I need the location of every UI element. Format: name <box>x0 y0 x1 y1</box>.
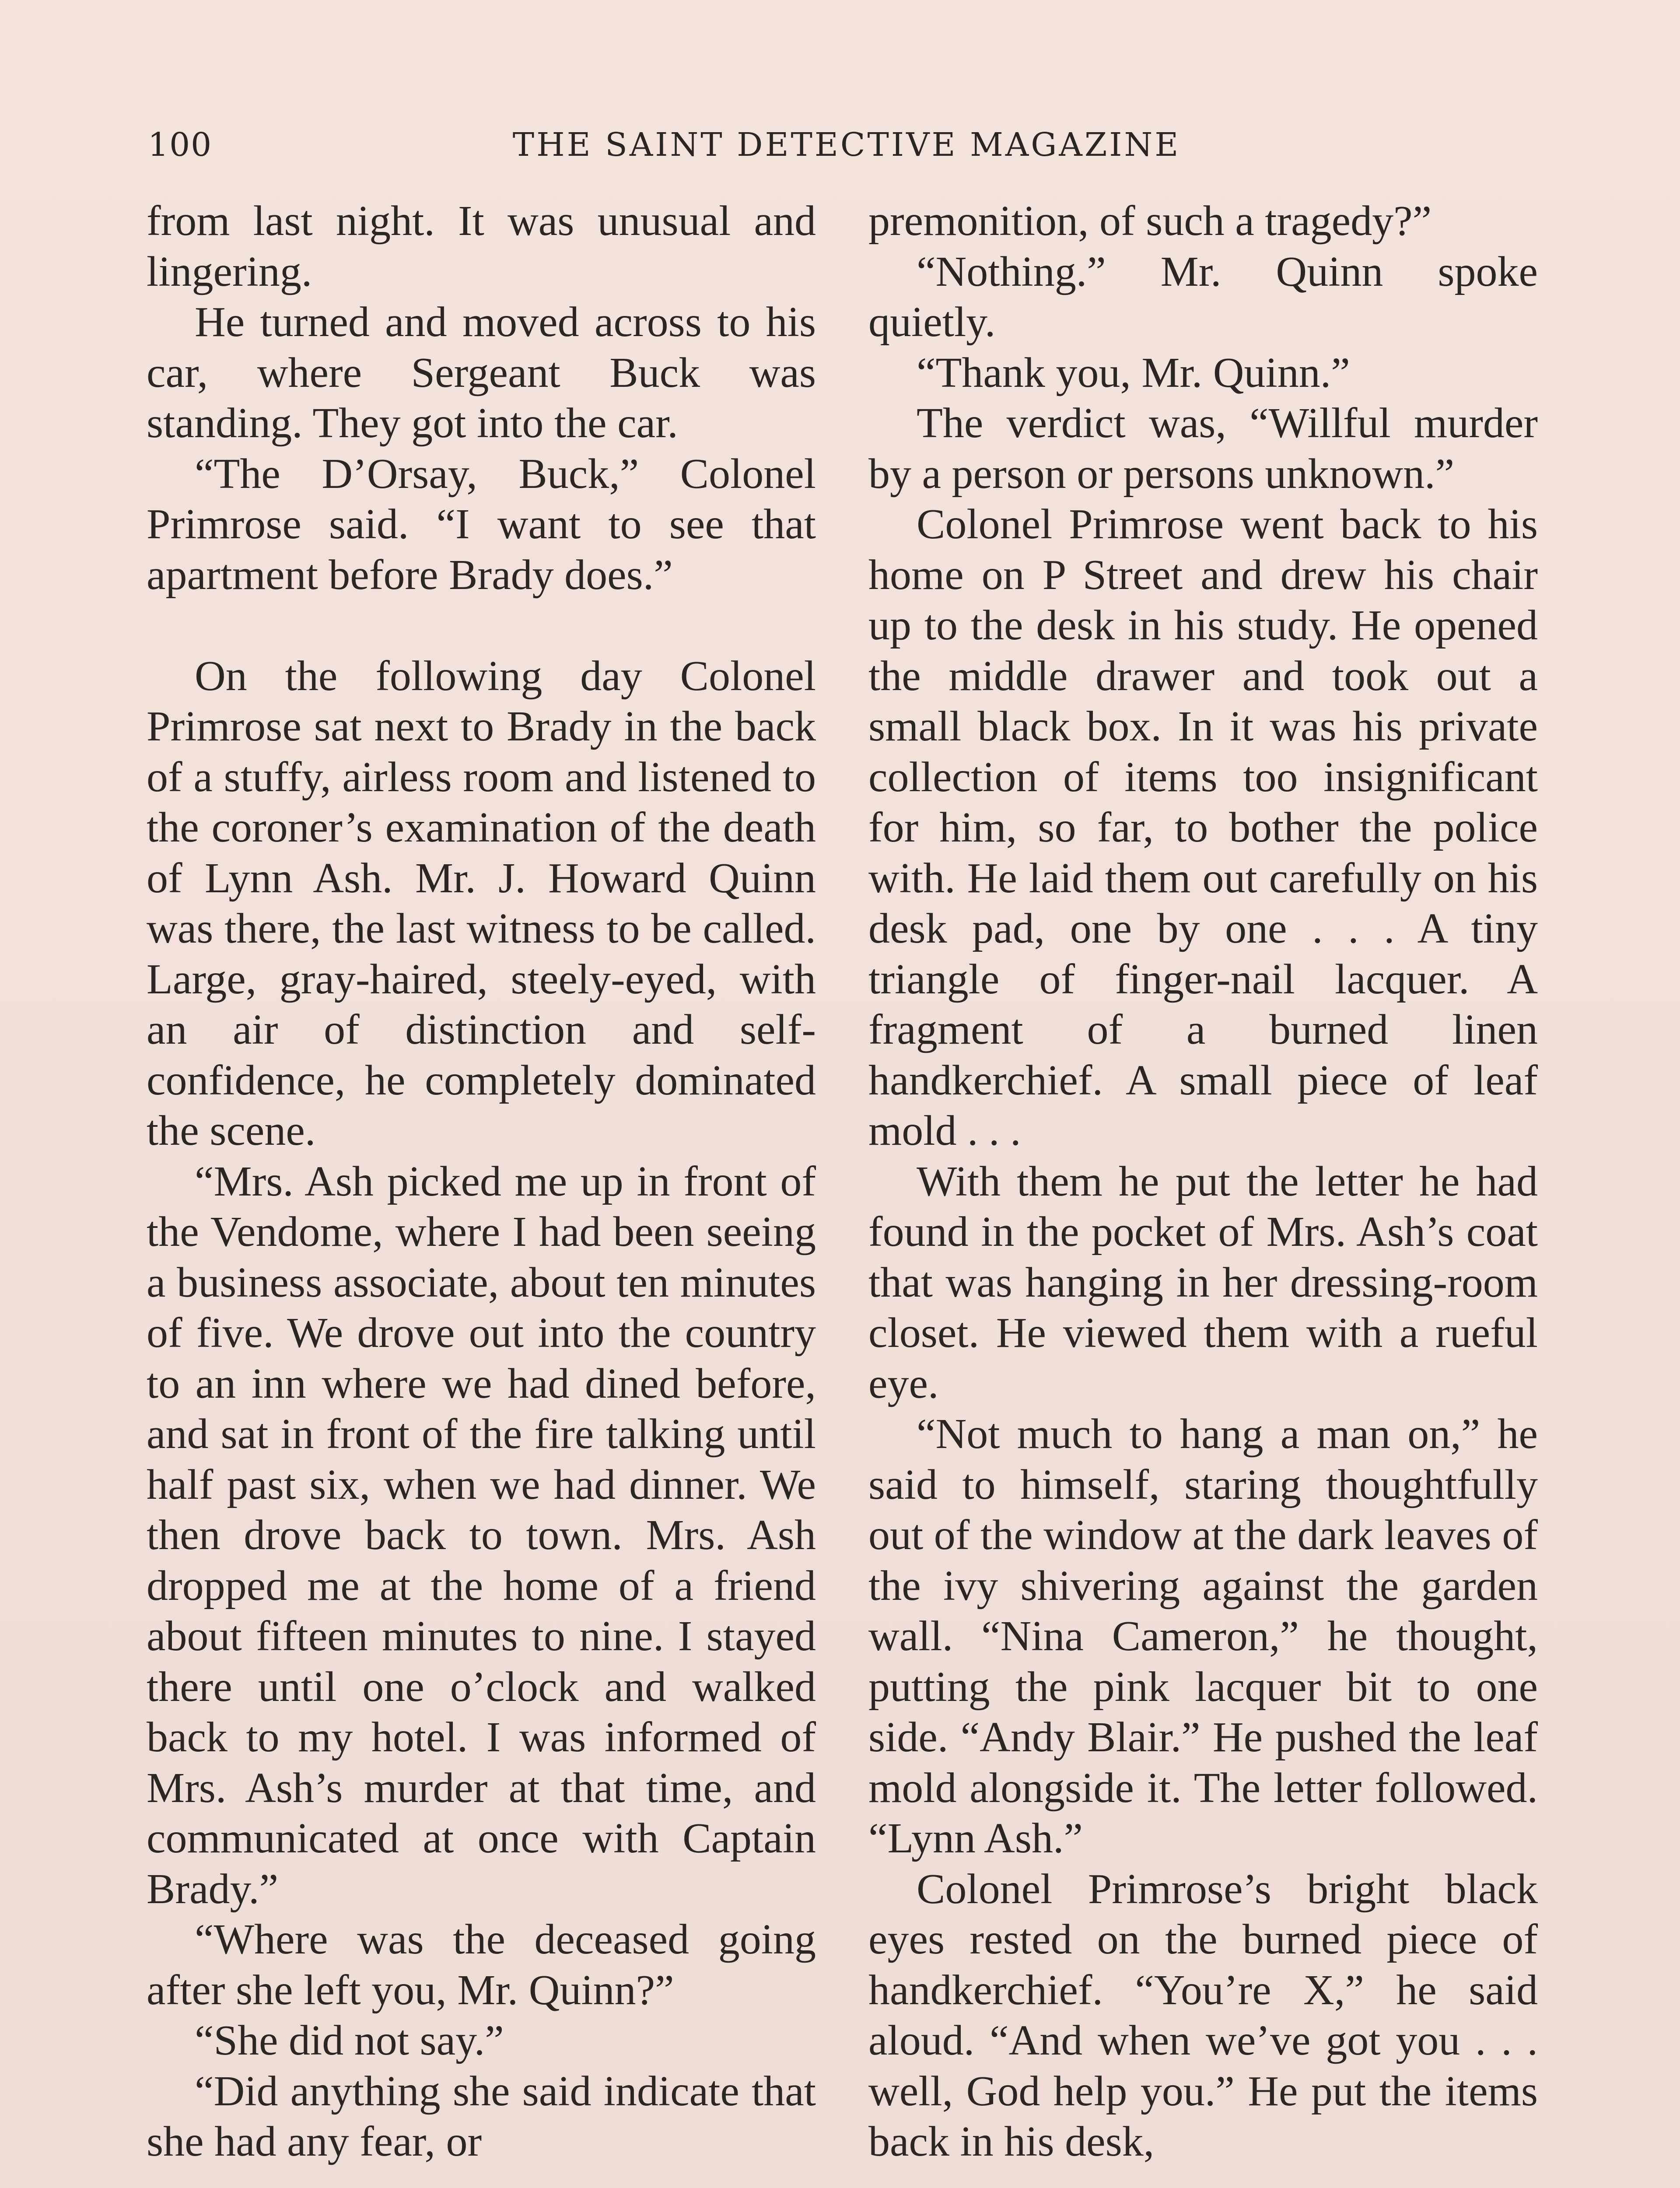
paragraph: With them he put the letter he had found in the pocket of Mrs. Ash’s coat that was hanging in her dressing-room closet. He viewed them with a rueful eye. <box>868 1157 1538 1407</box>
paragraph: He turned and moved across to his car, where Sergeant Buck was standing. They got into the car. <box>147 298 816 447</box>
paragraph: “Not much to hang a man on,” he said to himself, staring thoughtfully out of the window at the dark leaves of the ivy shivering against the garden wall. “Nina Cameron,” he thought, putting the pink lacquer bit to one side. “Andy Blair.” He pushed the leaf mold alongside it. The letter followed. “Lynn Ash.” <box>868 1410 1538 1862</box>
paragraph: “Mrs. Ash picked me up in front of the Vendome, where I had been seeing a business associate, about ten minutes of five. We drove out into the country to an inn where we had dined before, and sat in front of the fire talking until half past six, when we had dinner. We then drove back to town. Mrs. Ash dropped me at the home of a friend about fifteen minutes to nine. I stayed there until one o’clock and walked back to my hotel. I was informed of Mrs. Ash’s murder at that time, and communicated at once with Captain Brady.” <box>147 1157 816 1913</box>
paragraph: “Thank you, Mr. Quinn.” <box>917 349 1350 396</box>
paragraph: Colonel Primrose went back to his home on P Street and drew his chair up to the desk in his study. He opened the middle drawer and took out a small black box. In it was his private collection of items too insignificant for him, so far, to bother the police with. He laid them out carefully on his desk pad, one by one . . . A tiny triangle of finger-nail lacquer. A fragment of a burned linen handkerchief. A small piece of leaf mold . . . <box>868 501 1538 1154</box>
paragraph: “Nothing.” Mr. Quinn spoke quietly. <box>868 248 1538 346</box>
running-title: THE SAINT DETECTIVE MAGAZINE <box>512 126 1181 164</box>
paragraph: “The D’Orsay, Buck,” Colonel Primrose said. “I want to see that apartment before Brady does.” <box>147 450 816 599</box>
left-column <box>147 196 816 2167</box>
paragraph: “Did anything she said indicate that she had any fear, or <box>147 2067 816 2165</box>
right-column <box>868 196 1538 2167</box>
paragraph: On the following day Colonel Primrose sat next to Brady in the back of a stuffy, airless room and listened to the coroner’s examination of the death of Lynn Ash. Mr. J. Howard Quinn was there, the last witness to be called. Large, gray-haired, steely-eyed, with an air of distinction and self-confidence, he completely dominated the scene. <box>147 652 816 1154</box>
page-header <box>144 126 1549 179</box>
page-number: 100 <box>148 126 213 164</box>
paragraph: Colonel Primrose’s bright black eyes rested on the burned piece of handkerchief. “You’re X,” he said aloud. “And when we’ve got you . . . well, God help you.” He put the items back in his desk, <box>868 1865 1538 2165</box>
paragraph: The verdict was, “Willful murder by a person or persons unknown.” <box>868 400 1538 498</box>
paragraph: “She did not say.” <box>195 2017 504 2064</box>
paragraph: premonition, of such a tragedy?” <box>868 197 1432 245</box>
paragraph: from last night. It was unusual and lingering. <box>147 197 816 295</box>
paragraph: “Where was the deceased going after she left you, Mr. Quinn?” <box>147 1916 816 2014</box>
